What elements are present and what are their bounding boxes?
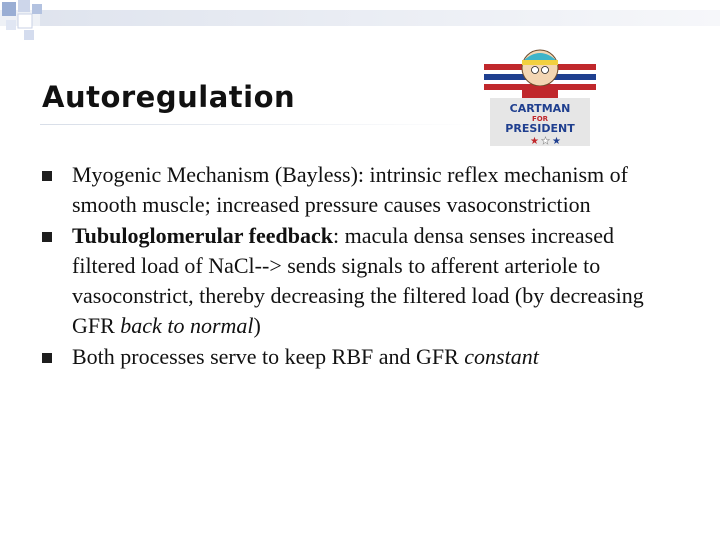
bullet-item-myogenic	[42, 160, 682, 220]
square-bullet-icon	[42, 353, 52, 363]
bullet-item-both-processes	[42, 342, 682, 372]
bullet-tail: )	[253, 313, 261, 338]
bullet-text: : macula densa senses increased filtered load of NaCl--> sends signals to afferent arteriole to vasoconstrict, thereby decreasing the filtered load (by decreasing GFR	[72, 223, 644, 338]
poster-line-2: FOR	[531, 115, 549, 123]
bullet-emphasis: back to normal	[120, 313, 254, 338]
poster-star-blue: ★	[552, 136, 561, 147]
square-bullet-icon	[42, 232, 52, 242]
slide-title: Autoregulation	[42, 80, 296, 114]
bullet-list	[42, 160, 682, 372]
header-decoration	[0, 0, 720, 48]
bullet-emphasis: constant	[464, 344, 539, 369]
bullet-text: Myogenic Mechanism (Bayless): intrinsic reflex mechanism of smooth muscle; increased pressure causes vasoconstriction	[72, 162, 628, 217]
poster-line-3: PRESIDENT	[505, 122, 575, 135]
poster-star-white: ★	[541, 136, 550, 147]
square-bullet-icon	[42, 171, 52, 181]
bullet-text: Both processes serve to keep RBF and GFR	[72, 344, 465, 369]
bullet-lead: Tubuloglomerular feedback	[72, 223, 333, 248]
title-divider	[40, 124, 480, 125]
cartman-poster-image	[484, 44, 596, 148]
poster-line-1: CARTMAN	[509, 102, 571, 115]
bullet-item-tubuloglomerular	[42, 221, 682, 341]
poster-star-red: ★	[530, 136, 539, 147]
